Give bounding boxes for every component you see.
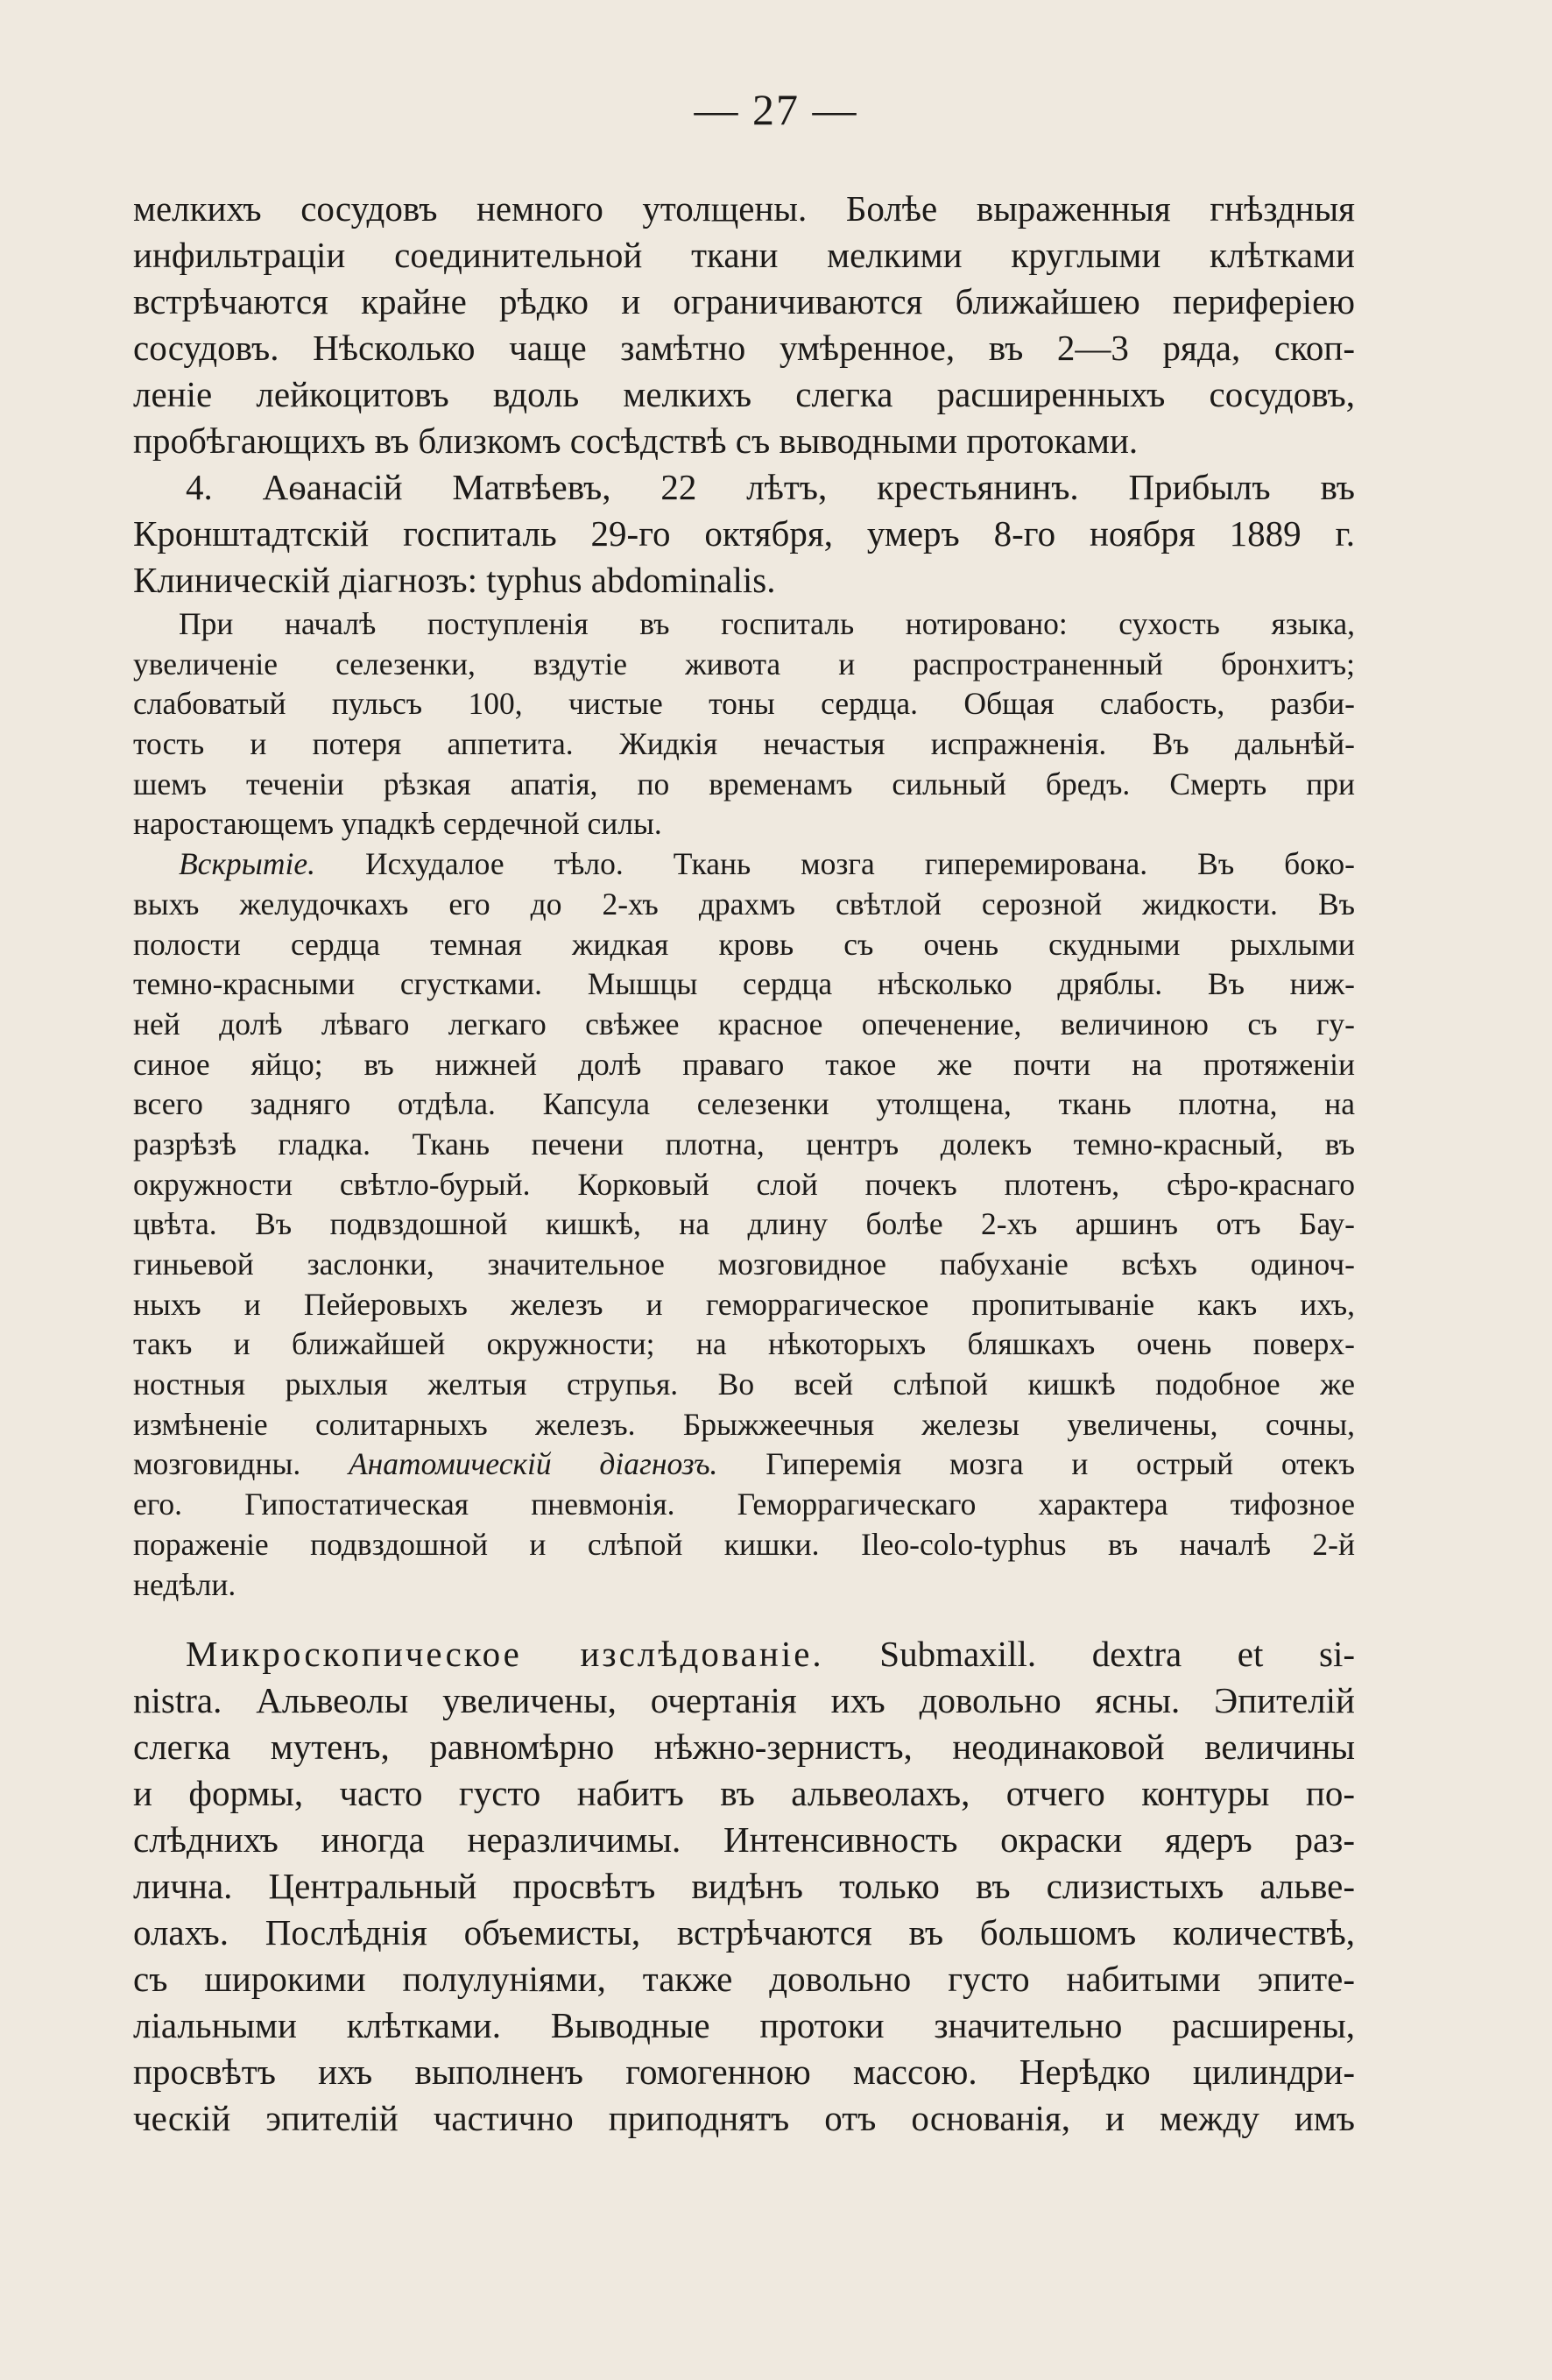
text-block-case xyxy=(133,604,1355,1605)
text-line: Клиническій діагнозъ: typhus abdominalis. xyxy=(133,560,776,600)
text-line: сосудовъ. Нѣсколько чаще замѣтно умѣренное, въ 2—3 ряда, скоп- xyxy=(133,328,1355,368)
text-line: съ широкими полулуніями, также довольно густо набитыми эпите- xyxy=(133,1959,1355,1999)
text-block-upper xyxy=(133,186,1355,604)
microscopy-label: Микроскопическое изслѣдованіе. xyxy=(186,1634,824,1674)
text-line: ныхъ и Пейеровыхъ железъ и геморрагическое пропитываніе какъ ихъ, xyxy=(133,1286,1355,1322)
text-line: наростающемъ упадкѣ сердечной силы. xyxy=(133,806,662,842)
text-line: и формы, часто густо набитъ въ альвеолахъ, отчего контуры по- xyxy=(133,1773,1355,1813)
text-line: тость и потеря аппетита. Жидкія нечастыя испражненія. Въ дальнѣй- xyxy=(133,726,1355,762)
text-line: ческій эпителій частично приподнятъ отъ основанія, и между имъ xyxy=(133,2098,1355,2138)
text-line: окружности свѣтло-бурый. Корковый слой почекъ плотенъ, сѣро-краснаго xyxy=(133,1166,1355,1202)
microscopy-first-line: Микроскопическое изслѣдованіе. Submaxill. dextra et si- xyxy=(186,1634,1355,1674)
text-line: олахъ. Послѣднія объемисты, встрѣчаются въ большомъ количествѣ, xyxy=(133,1912,1355,1953)
text-line: пораженіе подвздошной и слѣпой кишки. Ileo-colo-typhus въ началѣ 2-й xyxy=(133,1526,1355,1562)
case-heading-line: 4. Аѳанасій Матвѣевъ, 22 лѣтъ, крестьянинъ. Прибылъ въ xyxy=(186,467,1355,507)
diagnosis-line: мозговидны. Анатомическій діагнозъ. Гиперемія мозга и острый отекъ xyxy=(133,1446,1355,1482)
text-line: выхъ желудочкахъ его до 2-хъ драхмъ свѣтлой серозной жидкости. Въ xyxy=(133,886,1355,922)
autopsy-label: Вскрытіе. xyxy=(179,846,315,882)
text-line: его. Гипостатическая пневмонія. Геморрагическаго характера тифозное xyxy=(133,1487,1355,1522)
text-line: увеличеніе селезенки, вздутіе живота и распространенный бронхитъ; xyxy=(133,646,1355,682)
text-line: При началѣ поступленія въ госпиталь нотировано: сухость языка, xyxy=(179,606,1355,641)
diagnosis-label: Анатомическій діагнозъ. xyxy=(348,1446,718,1482)
text-line: встрѣчаются крайне рѣдко и ограничиваются ближайшею периферіею xyxy=(133,281,1355,321)
text-line: ліальными клѣтками. Выводные протоки значительно расширены, xyxy=(133,2005,1355,2045)
text-line: такъ и ближайшей окружности; на нѣкоторыхъ бляшкахъ очень поверх- xyxy=(133,1326,1355,1362)
autopsy-first-line: Вскрытіе. Исхудалое тѣло. Ткань мозга гиперемирована. Въ боко- xyxy=(179,846,1355,882)
page-number: — 27 — xyxy=(694,85,858,134)
text-line: разрѣзѣ гладка. Ткань печени плотна, центръ долекъ темно-красный, въ xyxy=(133,1126,1355,1162)
text-line: ностныя рыхлыя желтыя струпья. Во всей слѣпой кишкѣ подобное же xyxy=(133,1367,1355,1402)
text-line: Кронштадтскій госпиталь 29-го октября, умеръ 8-го ноября 1889 г. xyxy=(133,513,1355,554)
text-line: слегка мутенъ, равномѣрно нѣжно-зернистъ, неодинаковой величины xyxy=(133,1727,1355,1767)
text-line: темно-красными сгустками. Мышцы сердца нѣсколько дряблы. Въ ниж- xyxy=(133,966,1355,1002)
text-line: шемъ теченіи рѣзкая апатія, по временамъ сильный бредъ. Смерть при xyxy=(133,766,1355,802)
text-line: всего задняго отдѣла. Капсула селезенки утолщена, ткань плотна, на xyxy=(133,1086,1355,1122)
text-line: мелкихъ сосудовъ немного утолщены. Болѣе выраженныя гнѣздныя xyxy=(133,188,1355,229)
text-line: леніе лейкоцитовъ вдоль мелкихъ слегка расширенныхъ сосудовъ, xyxy=(133,374,1355,414)
text-block-microscopy xyxy=(133,1631,1355,2142)
text-line: ней долѣ лѣваго легкаго свѣжее красное опеченение, величиною съ гу- xyxy=(133,1006,1355,1042)
text-line: слѣднихъ иногда неразличимы. Интенсивность окраски ядеръ раз- xyxy=(133,1819,1355,1860)
text-line: гиньевой заслонки, значительное мозговидное пабуханіе всѣхъ одиноч- xyxy=(133,1246,1355,1282)
text-line: лична. Центральный просвѣтъ видѣнъ только въ слизистыхъ альве- xyxy=(133,1866,1355,1906)
text-line: измѣненіе солитарныхъ железъ. Брыжжеечныя железы увеличены, сочны, xyxy=(133,1406,1355,1442)
text-line: пробѣгающихъ въ близкомъ сосѣдствѣ съ выводными протоками. xyxy=(133,420,1139,461)
text-line: инфильтраціи соединительной ткани мелкими круглыми клѣтками xyxy=(133,235,1355,275)
text-line: просвѣтъ ихъ выполненъ гомогенною массою. Нерѣдко цилиндри- xyxy=(133,2052,1355,2092)
text-line: синое яйцо; въ нижней долѣ праваго такое же почти на протяженіи xyxy=(133,1046,1355,1082)
text-line: слабоватый пульсъ 100, чистые тоны сердца. Общая слабость, разби- xyxy=(133,686,1355,722)
text-line: цвѣта. Въ подвздошной кишкѣ, на длину болѣе 2-хъ аршинъ отъ Бау- xyxy=(133,1206,1355,1242)
text-line: полости сердца темная жидкая кровь съ очень скудными рыхлыми xyxy=(133,926,1355,962)
text-line: недѣли. xyxy=(133,1566,236,1602)
text-line: nistra. Альвеолы увеличены, очертанія ихъ довольно ясны. Эпителій xyxy=(133,1680,1355,1720)
